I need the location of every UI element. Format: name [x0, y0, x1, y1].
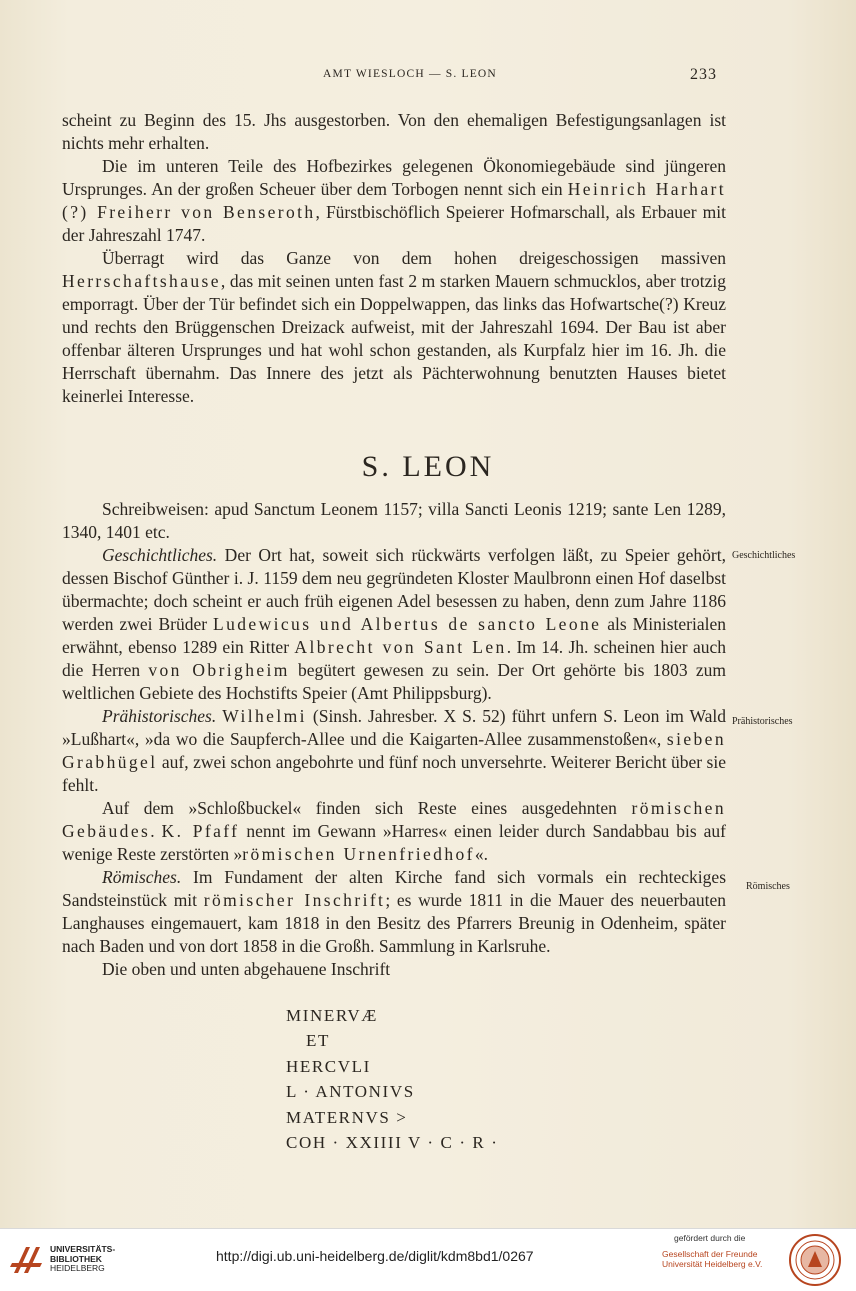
sponsor-block: gefördert durch die Gesellschaft der Freunde Universität Heidelberg e.V. [662, 1233, 763, 1269]
permalink-url[interactable]: http://digi.ub.uni-heidelberg.de/diglit/kdm8bd1/0267 [216, 1248, 534, 1264]
inscription-line: COH · XXIIII V · C · R · [286, 1133, 499, 1153]
inscription-line: HERCVLI [286, 1056, 371, 1076]
paragraph-spellings: Schreibweisen: apud Sanctum Leonem 1157; villa Sancti Leonis 1219; sante Len 1289, 1340, 1401 etc. [62, 499, 726, 542]
section-heading: S. LEON [361, 450, 495, 483]
paragraph-geschichte: Geschichtliches. Der Ort hat, soweit sich rückwärts verfolgen läßt, zu Speier gehört, dessen Bischof Günther i. J. 1159 dem neu gegründeten Kloster Maulbronn einen Hof daselbst übermachte; doch scheint er auch früh eigenen Adel besessen zu haben, denn zum Jahre 1186 werden zwei Brüder Ludewicus und Albertus de sancto Leone als Ministerialen erwähnt, ebenso 1289 ein Ritter Albrecht von Sant Len. Im 14. Jh. scheinen hier auch die Herren von Obrigheim begütert gewesen zu sein. Der Ort gehörte bis 1803 zum weltlichen Gebiete des Hochstifts Speier (Amt Philippsburg). [62, 545, 726, 703]
paragraph: scheint zu Beginn des 15. Jhs ausgestorben. Von den ehemaligen Befestigungsanlagen ist nichts mehr erhalten. [62, 110, 726, 153]
running-title: AMT WIESLOCH — S. LEON [323, 68, 497, 80]
paragraph: Überragt wird das Ganze von dem hohen dreigeschossigen massiven Herrschaftshause, das mit seinen unten fast 2 m starken Mauern schmucklos, aber trotzig emporragt. Über der Tür befindet sich ein Doppelwappen, das links das Hofwartsche(?) Kreuz und rechts den Brüggenschen Dreizack aufweist, mit der Jahreszahl 1694. Der Bau ist aber offenbar älteren Ursprunges und hat wohl schon gestanden, als Kurpfalz hier im 16. Jh. die Herrschaft übernahm. Das Innere des jetzt als Pächterwohnung benutzten Hauses bietet keinerlei Interesse. [62, 248, 726, 406]
inscription [286, 1003, 498, 1155]
inscription-line: L · ANTONIVS [286, 1082, 415, 1102]
margin-note-roem: Römisches [746, 881, 790, 892]
margin-note-prae: Prähistorisches [732, 716, 793, 727]
inscription-line: ET [306, 1031, 330, 1051]
section-text [62, 498, 726, 981]
library-name: UNIVERSITÄTS- BIBLIOTHEK HEIDELBERG [50, 1244, 116, 1273]
paragraph-prae: Prähistorisches. Wilhelmi (Sinsh. Jahresber. X S. 52) führt unfern S. Leon im Wald »Lußhart«, »da wo die Saupferch-Allee und die Kaigarten-Allee zusammenstoßen«, sieben Grabhügel auf, zwei schon angebohrte und fünf noch unversehrte. Weiterer Bericht über sie fehlt. [62, 706, 727, 795]
university-seal-icon [788, 1233, 842, 1287]
running-head [0, 66, 856, 86]
viewer-footer [0, 1228, 856, 1291]
intro-text [62, 109, 726, 408]
margin-note-geschichte: Geschichtliches [732, 550, 796, 561]
paragraph-inscription-intro: Die oben und unten abgehauene Inschrift [102, 959, 391, 979]
library-logo-icon [8, 1239, 48, 1279]
paragraph: Die im unteren Teile des Hofbezirkes gelegenen Ökonomiegebäude sind jüngeren Ursprunges. An der großen Scheuer über dem Torbogen nennt sich ein Heinrich Harhart (?) Freiherr von Benseroth, Fürstbischöflich Speierer Hofmarschall, als Erbauer mit der Jahreszahl 1747. [62, 156, 726, 245]
inscription-line: MINERVÆ [286, 1006, 379, 1025]
paragraph-schloss: Auf dem »Schloßbuckel« finden sich Reste eines ausgedehnten römischen Gebäudes. K. Pfaff nennt im Gewann »Harres« einen leider durch Sandabbau bis auf wenige Reste zerstörten »römischen Urnenfriedhof«. [62, 798, 727, 864]
inscription-line: MATERNVS > [286, 1107, 408, 1127]
paragraph-roem: Römisches. Im Fundament der alten Kirche fand sich vormals ein rechteckiges Sandsteinstück mit römischer Inschrift; es wurde 1811 in die Mauer des neuerbauten Langhauses eingemauert, kam 1818 in den Besitz des Pfarrers Breunig in Odenheim, später nach Baden und von dort 1858 in die Großh. Sammlung in Karlsruhe. [62, 867, 727, 956]
page-number: 233 [690, 66, 717, 83]
